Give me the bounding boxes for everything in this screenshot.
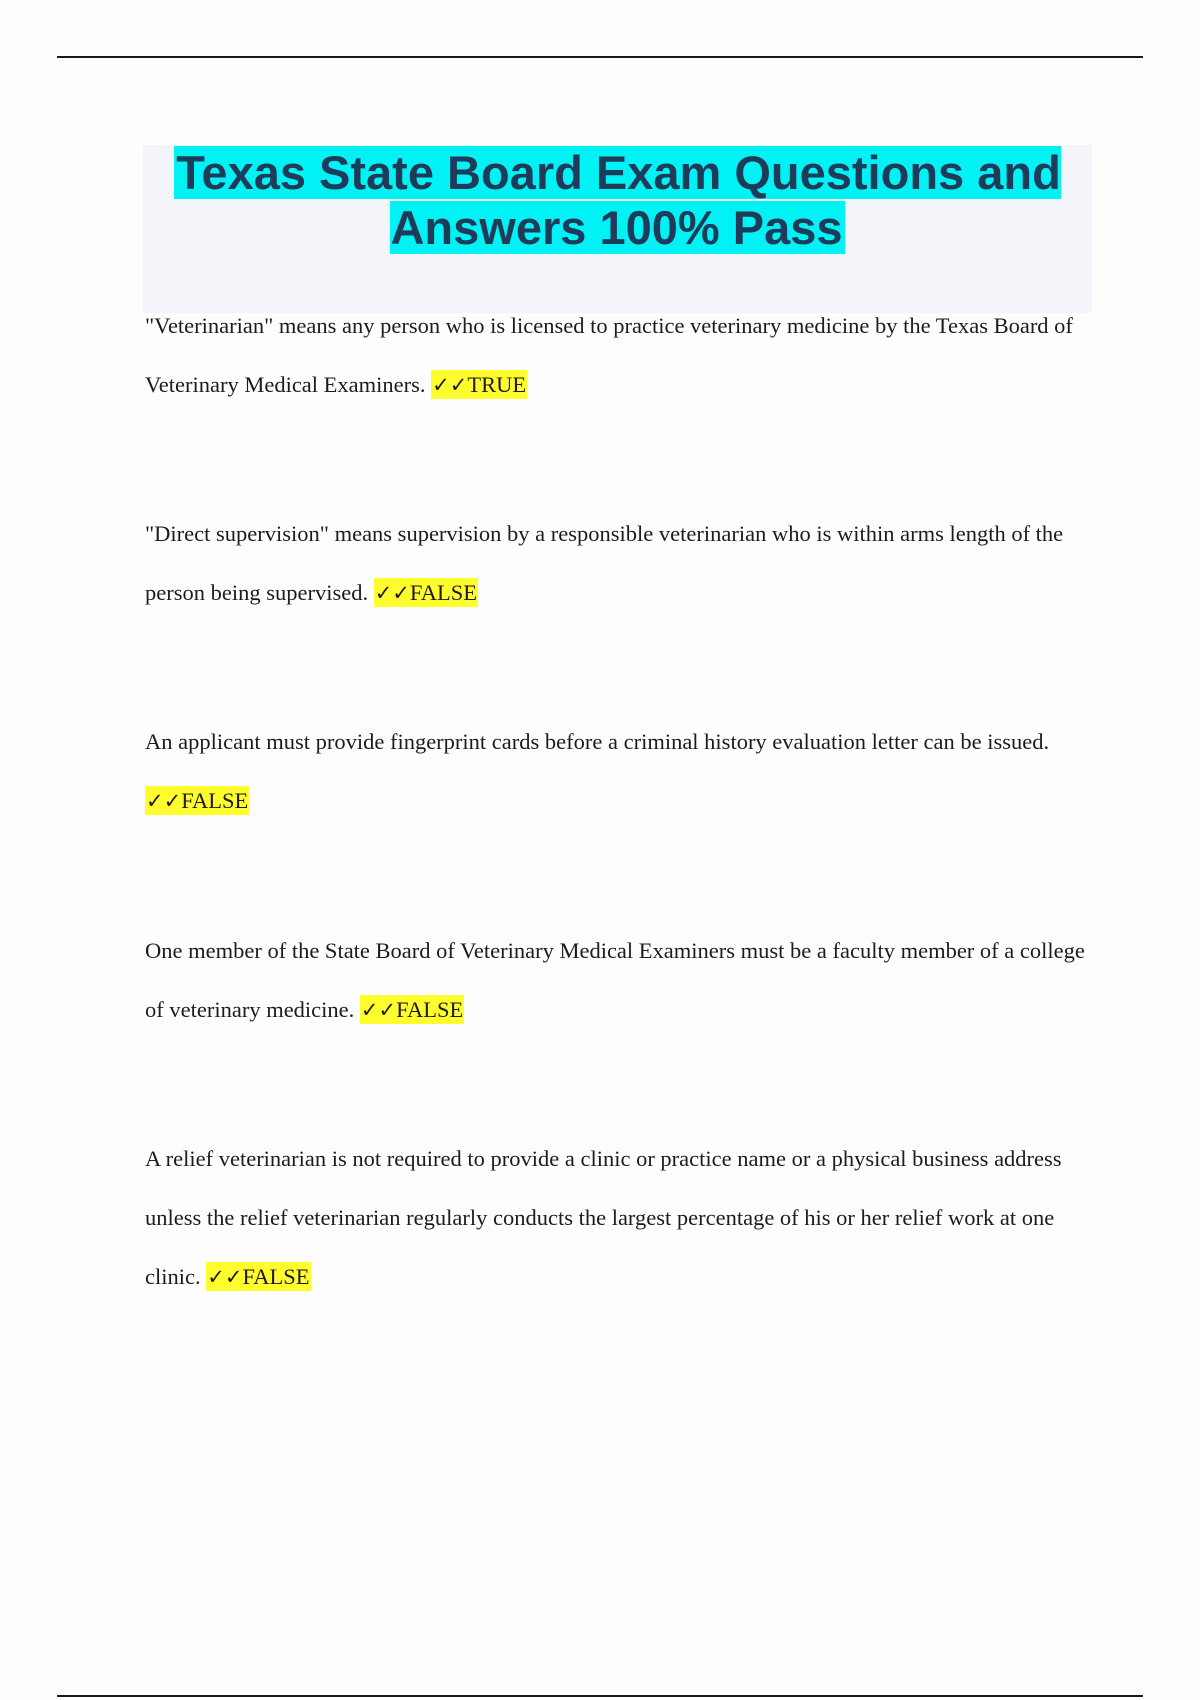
check-marks-icon: ✓✓	[360, 998, 397, 1022]
question-1-text: "Veterinarian" means any person who is licensed to practice veterinary medicine by the Texas Board of Veterinary Medical Examiners.	[145, 313, 1073, 397]
question-3	[145, 712, 1085, 831]
answer-label: FALSE	[242, 1264, 310, 1289]
question-2-text: "Direct supervision" means supervision by a responsible veterinarian who is within arms length of the person being supervised.	[145, 521, 1064, 605]
footer-rule	[57, 1695, 1143, 1697]
check-marks-icon: ✓✓	[207, 1265, 243, 1289]
title-box	[143, 145, 1092, 313]
answer-label: FALSE	[181, 788, 249, 813]
question-4-text: One member of the State Board of Veterinary Medical Examiners must be a faculty member of a college of veterinary medicine.	[145, 938, 1085, 1022]
question-5	[145, 1129, 1085, 1307]
header-rule	[57, 56, 1143, 58]
question-2	[145, 504, 1085, 623]
check-marks-icon: ✓✓	[374, 581, 410, 605]
question-5-text: A relief veterinarian is not required to provide a clinic or practice name or a physical business address unless the relief veterinarian regularly conducts the largest percentage of his or her relief work at one clinic.	[145, 1146, 1062, 1289]
answer-label: FALSE	[396, 997, 464, 1022]
answer-label: FALSE	[409, 580, 477, 605]
document-title	[143, 145, 1092, 255]
question-3-answer	[145, 786, 249, 815]
question-2-answer	[374, 578, 478, 607]
check-marks-icon: ✓✓	[146, 789, 182, 813]
question-3-text: An applicant must provide fingerprint cards before a criminal history evaluation letter can be issued.	[145, 729, 1050, 754]
answer-label: TRUE	[467, 372, 527, 397]
question-1	[145, 296, 1085, 415]
document-title-text: Texas State Board Exam Questions and Answers 100% Pass	[176, 146, 1061, 254]
question-1-answer	[431, 370, 527, 399]
check-marks-icon: ✓✓	[432, 373, 468, 397]
question-5-answer	[206, 1262, 310, 1291]
question-4	[145, 921, 1085, 1040]
question-4-answer	[360, 995, 464, 1024]
